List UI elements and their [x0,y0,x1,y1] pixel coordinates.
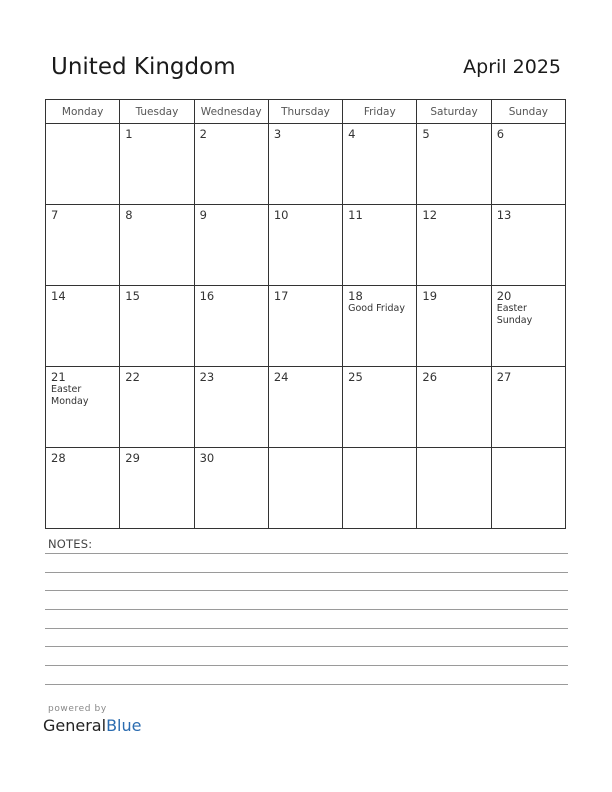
day-number: 11 [348,208,363,222]
weekday-header: Thursday [268,100,342,124]
weekday-header: Monday [46,100,120,124]
day-number: 15 [125,289,140,303]
calendar-week-row [46,367,566,448]
day-number: 10 [273,208,289,222]
calendar-day-cell [268,205,342,286]
day-number: 29 [125,451,140,465]
weekday-header: Wednesday [194,100,268,124]
calendar-day-cell [268,448,342,529]
day-number: 27 [496,370,512,384]
day-number: 3 [273,127,282,141]
calendar-day-cell [46,448,120,529]
day-number: 12 [422,208,438,222]
calendar-day-cell [343,367,417,448]
weekday-header: Friday [343,100,417,124]
day-number: 9 [199,208,207,222]
weekday-header-row [46,100,566,124]
generalblue-logo [43,716,141,735]
note-line [45,572,568,573]
calendar-day-cell [194,286,268,367]
calendar-day-cell [120,367,194,448]
calendar-day-cell [417,367,491,448]
day-number: 4 [348,127,356,141]
calendar-day-cell [417,286,491,367]
day-number: 8 [125,208,133,222]
day-number: 14 [51,289,66,303]
day-number: 23 [199,370,215,384]
holiday-label: Easter Sunday [496,303,533,326]
day-number: 24 [273,370,289,384]
calendar-day-cell [46,205,120,286]
calendar-day-cell [194,367,268,448]
calendar-day-cell [120,124,194,205]
powered-by-text: powered by [48,704,107,714]
calendar-day-cell [194,448,268,529]
calendar-week-row [46,205,566,286]
calendar-day-cell [343,124,417,205]
logo-text-blue: Blue [106,716,142,735]
day-number: 30 [199,451,215,465]
day-number: 20 [496,289,512,303]
weekday-header: Tuesday [120,100,194,124]
calendar-day-cell [120,286,194,367]
day-number: 25 [348,370,363,384]
note-line [45,590,568,591]
calendar-day-cell [120,205,194,286]
calendar-day-cell [417,448,491,529]
day-number: 22 [125,370,140,384]
calendar-day-cell [268,367,342,448]
calendar-day-cell [194,124,268,205]
calendar-day-cell [268,124,342,205]
day-number: 26 [422,370,438,384]
day-number: 1 [125,127,133,141]
calendar-day-cell [343,205,417,286]
day-number: 7 [51,208,59,222]
calendar-day-cell [491,124,565,205]
logo-text-general: General [43,716,107,735]
calendar-country-title: United Kingdom [51,54,236,80]
calendar-day-cell [46,367,120,448]
calendar-week-row [46,286,566,367]
day-number: 13 [496,208,512,222]
calendar-day-cell [268,286,342,367]
note-line [45,646,568,647]
day-number: 19 [422,289,438,303]
day-number: 17 [273,289,289,303]
holiday-label: Good Friday [348,303,405,314]
calendar-day-cell [491,448,565,529]
calendar-day-cell [46,124,120,205]
calendar-day-cell [417,205,491,286]
note-line [45,665,568,666]
day-number: 28 [51,451,66,465]
calendar-day-cell [46,286,120,367]
calendar-day-cell [120,448,194,529]
weekday-header: Sunday [491,100,565,124]
calendar-day-cell [491,286,565,367]
note-line [45,553,568,554]
day-number: 5 [422,127,430,141]
calendar-grid [45,99,566,529]
calendar-day-cell [491,367,565,448]
day-number: 21 [51,370,66,384]
note-line [45,628,568,629]
notes-label: NOTES: [48,537,93,551]
calendar-month-title: April 2025 [463,56,561,78]
day-number: 16 [199,289,215,303]
weekday-header: Saturday [417,100,491,124]
calendar-day-cell [194,205,268,286]
holiday-label: Easter Monday [51,384,89,407]
calendar-day-cell [343,286,417,367]
day-number: 18 [348,289,363,303]
day-number: 2 [199,127,207,141]
day-number: 6 [496,127,505,141]
calendar-day-cell [491,205,565,286]
calendar-day-cell [417,124,491,205]
note-line [45,609,568,610]
calendar-day-cell [343,448,417,529]
note-line [45,684,568,685]
calendar-week-row [46,124,566,205]
calendar-week-row [46,448,566,529]
